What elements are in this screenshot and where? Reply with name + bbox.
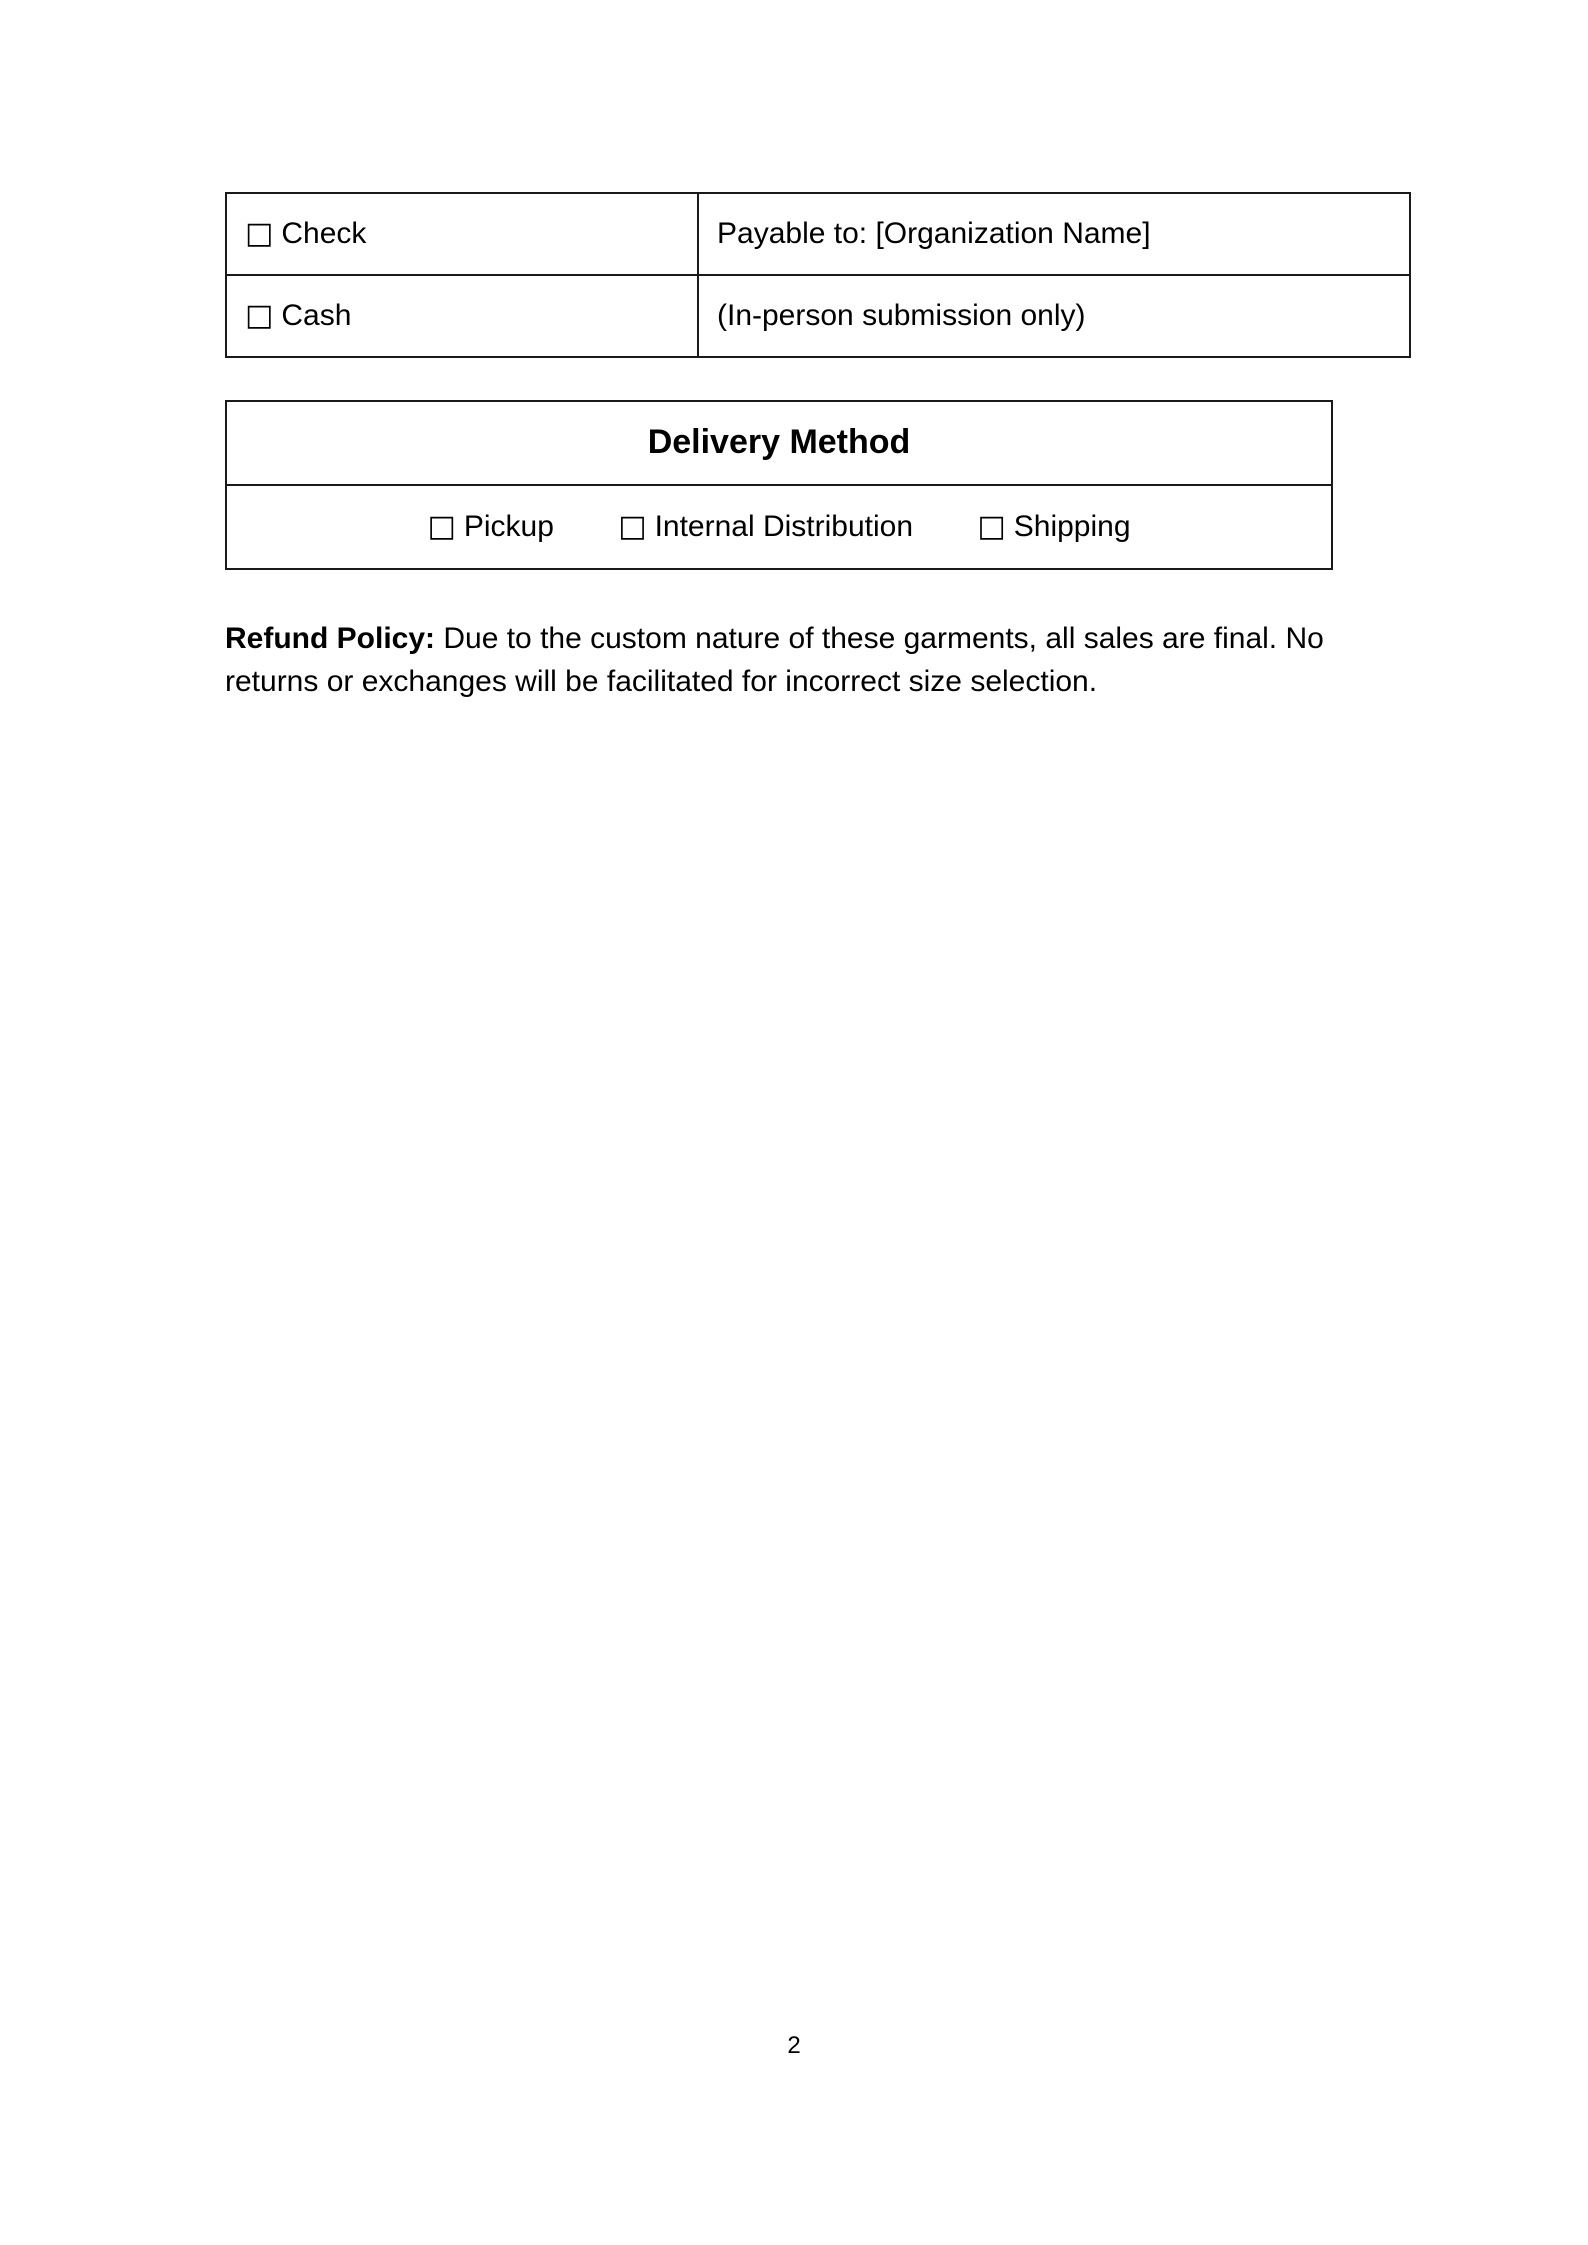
table-spacer bbox=[225, 358, 1333, 400]
refund-policy-paragraph bbox=[225, 618, 1365, 703]
checkbox-icon-cash[interactable]: □ bbox=[245, 297, 274, 333]
delivery-option-label-pickup: Pickup bbox=[463, 509, 554, 543]
payment-method-cell-check[interactable] bbox=[226, 193, 698, 275]
checkbox-icon-shipping[interactable]: □ bbox=[977, 508, 1006, 544]
refund-policy-lead: Refund Policy: bbox=[225, 622, 436, 655]
page-content bbox=[225, 192, 1333, 733]
payment-method-table bbox=[225, 192, 1411, 358]
delivery-option-pickup[interactable] bbox=[427, 507, 553, 548]
payment-method-cell-cash[interactable] bbox=[226, 275, 698, 357]
checkbox-icon-internal-distribution[interactable]: □ bbox=[618, 508, 647, 544]
delivery-method-header: Delivery Method bbox=[226, 401, 1332, 485]
delivery-option-label-internal-distribution: Internal Distribution bbox=[654, 509, 914, 543]
table-row bbox=[226, 401, 1332, 485]
checkbox-icon-check[interactable]: □ bbox=[245, 215, 274, 251]
page-number: 2 bbox=[787, 2032, 801, 2059]
delivery-option-label-shipping: Shipping bbox=[1013, 509, 1131, 543]
table-row bbox=[226, 275, 1410, 357]
payment-detail-cell-cash: (In-person submission only) bbox=[698, 275, 1410, 357]
delivery-options-cell bbox=[226, 485, 1332, 569]
delivery-method-table bbox=[225, 400, 1333, 570]
refund-policy-body: Due to the custom nature of these garments, all sales are final. No returns or exchanges will be facilitated for incorrect size selection. bbox=[225, 622, 1324, 698]
payment-method-label-check: Check bbox=[281, 216, 367, 250]
payment-detail-cell-check: Payable to: [Organization Name] bbox=[698, 193, 1410, 275]
delivery-option-internal-distribution[interactable] bbox=[618, 507, 913, 548]
delivery-option-shipping[interactable] bbox=[977, 507, 1130, 548]
payment-method-label-cash: Cash bbox=[281, 298, 352, 332]
table-row bbox=[226, 485, 1332, 569]
table-row bbox=[226, 193, 1410, 275]
checkbox-icon-pickup[interactable]: □ bbox=[427, 508, 456, 544]
